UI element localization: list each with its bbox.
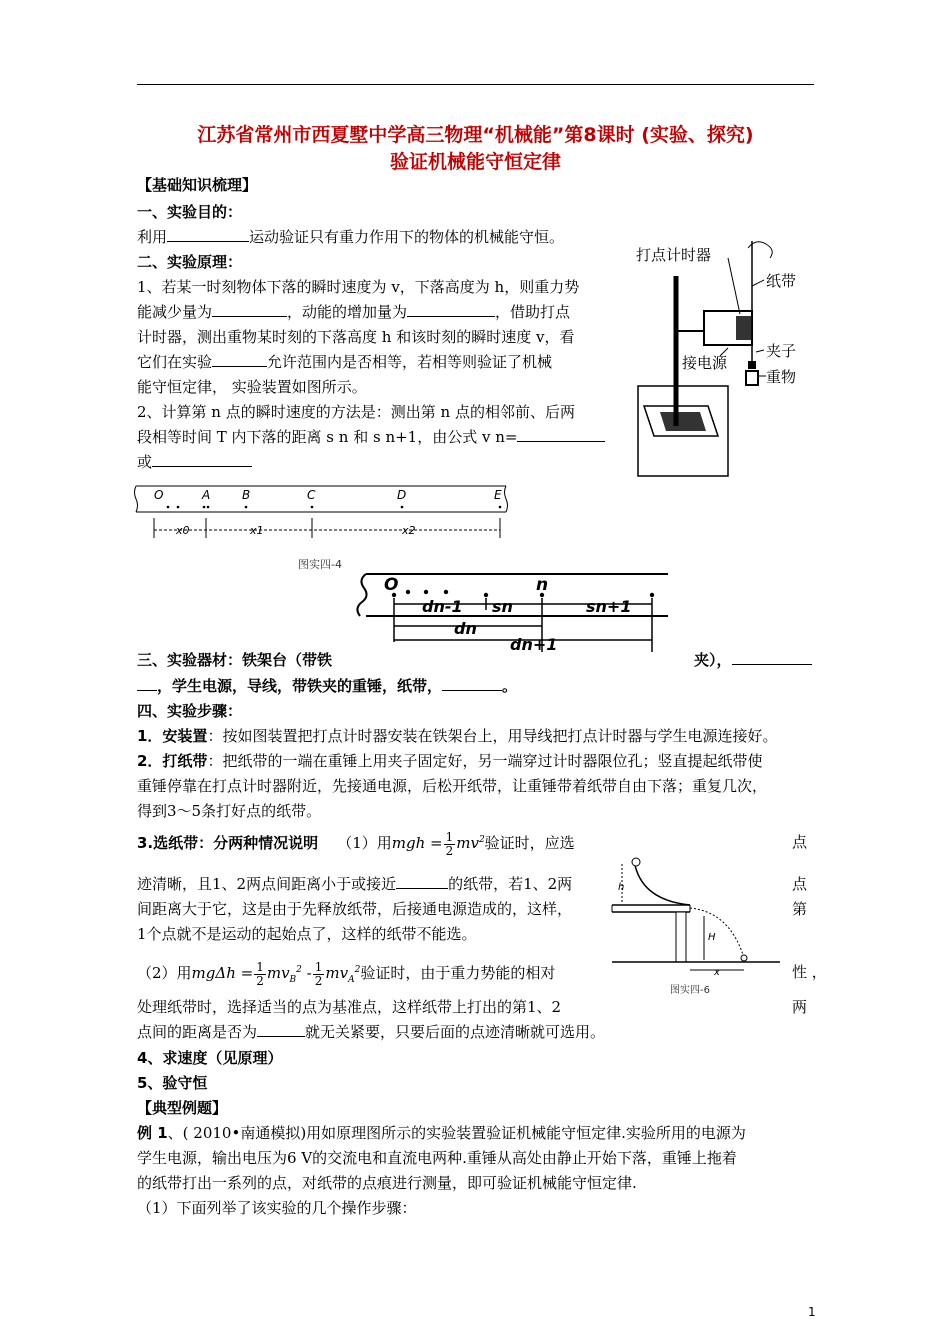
point-E: E — [494, 488, 502, 502]
formula-mva2: $mv_A^2$ — [325, 964, 361, 985]
s2-p1e: 能守恒定律， 实验装置如图所示。 — [137, 378, 367, 396]
label-h: h — [618, 882, 625, 893]
s4-step3 — [137, 830, 575, 858]
s3-line1-mid: 夹）， — [694, 651, 732, 669]
ex1-l1: 、( 2010•南通模拟)用如原理图所示的实验装置验证机械能守恒定律.实验所用的电源为 — [167, 1124, 746, 1142]
s2-p1c: 计时器，测出重物某时刻的下落高度 h 和该时刻的瞬时速度 v，看 — [137, 328, 575, 346]
step3-l7-pre: 点间的距离是否为 — [137, 1023, 258, 1041]
formula-mgh: mgh = — [391, 834, 443, 852]
s3-line1-right — [694, 650, 812, 670]
s3-line2 — [137, 676, 517, 696]
s2-p2a: 2、计算第 n 点的瞬时速度的方法是：测出第 n 点的相邻前、后两 — [137, 403, 575, 421]
page-number: 1 — [808, 1305, 816, 1319]
s2-p1d — [137, 352, 552, 372]
s1-text — [137, 227, 564, 247]
step3-r4: 性 ， — [792, 963, 827, 981]
label-timer: 打点计时器 — [636, 246, 712, 264]
label-power: 接电源 — [682, 354, 728, 372]
frac-half: $\frac{1}{2}$ — [445, 829, 454, 858]
step3-c1b: 验证时，应选 — [484, 834, 575, 852]
point-O: O — [154, 488, 164, 502]
ex1-line1 — [137, 1123, 746, 1143]
step2a-text: ：把纸带的一端在重锤上用夹子固定好，另一端穿过计时器限位孔；竖直提起纸带使 — [207, 752, 763, 770]
section-basic-heading: 【基础知识梳理】 — [137, 176, 258, 194]
s2-p2c — [137, 452, 252, 472]
ex1-line3: 的纸带打出一系列的点，对纸带的点痕进行测量，即可验证机械能守恒定律. — [137, 1174, 637, 1192]
title-line1: 江苏省常州市西夏墅中学高三物理“机械能”第8课时 (实验、探究) — [197, 124, 754, 146]
s3-line1-pre: 三、实验器材：铁架台（带铁 — [137, 651, 333, 669]
label-dn: dn — [454, 619, 477, 638]
blank — [212, 352, 267, 367]
ex1-label: 例 1 — [137, 1124, 168, 1142]
step3-c2b: 验证时，由于重力势能的相对 — [360, 964, 556, 982]
title-line2: 验证机械能守恒定律 — [389, 151, 561, 173]
apparatus-figure — [636, 236, 812, 481]
s4-step4: 4、求速度（见原理） — [137, 1049, 283, 1067]
s2-p2b-text: 段相等时间 T 内下落的距离 s n 和 s n+1，由公式 v n= — [137, 428, 518, 446]
blank — [167, 227, 249, 242]
step3-bold: 3.选纸带：分两种情况说明 — [137, 834, 319, 852]
step3-l7-post: 就无关紧要，只要后面的点迹清晰就可选用。 — [305, 1023, 606, 1041]
s4-step2b: 重锤停靠在打点计时器附近，先接通电源，后松开纸带，让重锤带着纸带自由下落；重复几次， — [137, 777, 768, 795]
step1-text: ：按如图装置把打点计时器安装在铁架台上，用导线把打点计时器与学生电源连接好。 — [207, 727, 778, 745]
ex1-line4: （1）下面列举了该实验的几个操作步骤： — [137, 1199, 417, 1217]
label-clamp: 夹子 — [766, 342, 797, 360]
s2-p1a: 1、若某一时刻物体下落的瞬时速度为 v，下落高度为 h，则重力势 — [137, 278, 580, 296]
blank — [396, 874, 448, 889]
blank — [137, 676, 157, 691]
s1-pre: 利用 — [137, 228, 168, 246]
point-C: C — [307, 488, 316, 502]
step2-bold: 2．打纸带 — [137, 752, 208, 770]
s4-step2a — [137, 751, 762, 771]
s2-p1d-pre: 它们在实验 — [137, 353, 213, 371]
label-weight: 重物 — [766, 368, 797, 386]
s4-step3-l6: 处理纸带时，选择适当的点为基准点，这样纸带上打出的第1、2 — [137, 998, 562, 1016]
s4-step2c: 得到3～5条打好点的纸带。 — [137, 802, 322, 820]
ex1-line2: 学生电源，输出电压为6 V的交流电和直流电两种.重锤从高处由静止开始下落，重锤上拖着 — [137, 1149, 737, 1167]
header-rule — [137, 84, 814, 85]
label-tape: 纸带 — [766, 272, 797, 290]
formula-mgdh: mgΔh = — [191, 964, 254, 982]
s2-p2c-text: 或 — [137, 453, 153, 471]
label-x2: x2 — [402, 524, 416, 537]
point-B: B — [242, 488, 251, 502]
s3-line2-text: ，学生电源，导线，带铁夹的重锤，纸带， — [157, 677, 443, 695]
label-dn+1: dn+1 — [510, 635, 558, 654]
label-H: H — [708, 932, 716, 943]
caption-ramp: 图实四-6 — [670, 985, 710, 996]
s4-step3-c2 — [137, 960, 555, 990]
formula-mv2: $mv^2$ — [456, 834, 485, 852]
s4-step3-l3: 间距离大于它，这是由于先释放纸带，后接通电源造成的，这样， — [137, 900, 573, 918]
step3-c1: （1）用 — [337, 834, 392, 852]
point-D: D — [397, 488, 407, 502]
blank — [517, 427, 605, 442]
ramp-figure — [610, 850, 786, 1000]
section-example-heading: 【典型例题】 — [137, 1099, 228, 1117]
label-O: O — [384, 575, 399, 595]
blank — [442, 676, 502, 691]
blank — [152, 452, 252, 467]
blank — [212, 302, 287, 317]
s4-step5: 5、验守恒 — [137, 1074, 208, 1092]
label-sn1: sn+1 — [586, 597, 632, 616]
label-sn: sn — [492, 597, 513, 616]
s3-line1 — [137, 650, 332, 670]
label-dn-1: dn-1 — [422, 597, 463, 616]
s2-heading: 二、实验原理： — [137, 253, 243, 271]
point-A: A — [202, 488, 211, 502]
s4-step3-l4: 1个点就不是运动的起始点了，这样的纸带不能选。 — [137, 925, 477, 943]
step1-bold: 1．安装置 — [137, 727, 208, 745]
blank — [407, 302, 495, 317]
step3-r3: 第 — [792, 900, 808, 918]
label-n: n — [536, 575, 549, 595]
step3-l2-post: 的纸带，若1、2两 — [448, 875, 573, 893]
step3-l2-pre: 迹清晰，且1、2两点间距离小于或接近 — [137, 875, 397, 893]
tape-figure-2 — [296, 552, 676, 662]
s2-p1b-post: ，借助打点 — [495, 303, 571, 321]
s4-heading: 四、实验步骤： — [137, 702, 243, 720]
step3-r1: 点 — [792, 833, 808, 851]
step3-r2: 点 — [792, 875, 808, 893]
blank — [732, 650, 812, 665]
frac-half-a: $\frac{1}{2}$ — [314, 959, 323, 988]
s2-p1b — [137, 302, 570, 322]
blank — [257, 1022, 305, 1037]
caption-tape2: 图实四-4 — [298, 558, 342, 571]
s4-step1 — [137, 726, 777, 746]
step3-r5: 两 — [792, 998, 808, 1016]
s4-step3-l7 — [137, 1022, 605, 1042]
s2-p1b-mid: ，动能的增加量为 — [287, 303, 408, 321]
s3-line2-end: 。 — [502, 677, 518, 695]
s4-step3-l2 — [137, 874, 572, 894]
s2-p2b — [137, 427, 605, 447]
s1-heading: 一、实验目的： — [137, 203, 243, 221]
label-x: x — [714, 967, 720, 978]
frac-half-b: $\frac{1}{2}$ — [256, 959, 264, 988]
step3-c2: （2）用 — [137, 964, 192, 982]
s1-post: 运动验证只有重力作用下的物体的机械能守恒。 — [249, 228, 565, 246]
tape-figure-1 — [134, 482, 520, 542]
label-x0: x0 — [176, 524, 190, 537]
s2-p1d-post: 允许范围内是否相等，若相等则验证了机械 — [267, 353, 553, 371]
label-x1: x1 — [250, 524, 264, 537]
formula-mvb2: $mv_B^2$ - — [266, 964, 312, 985]
s2-p1b-pre: 能减少量为 — [137, 303, 213, 321]
